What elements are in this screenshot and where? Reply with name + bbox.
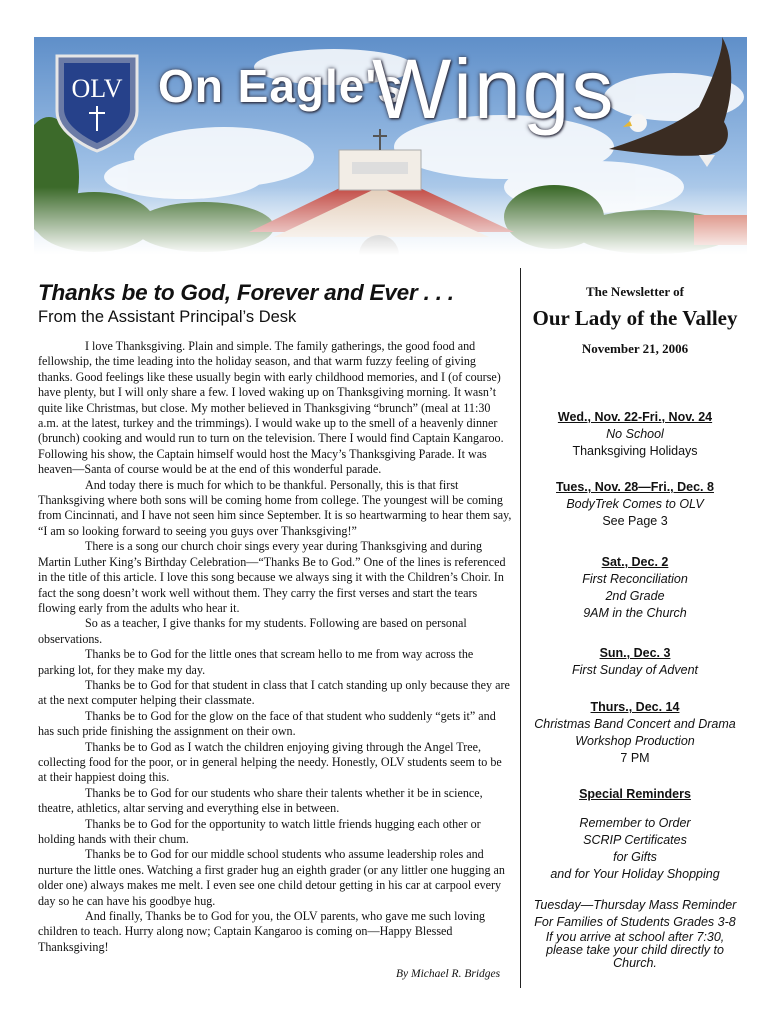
- article-paragraph: Thanks be to God for the glow on the face of that student who suddenly “gets it” and has such pride finishing the assignment on their own.: [38, 708, 496, 739]
- event-detail: 2nd Grade: [605, 589, 665, 603]
- reminder-line: Church.: [613, 956, 657, 970]
- reminder-line: If you arrive at school after 7:30,: [545, 930, 725, 944]
- scrip-reminder: [524, 815, 746, 883]
- newsletter-name: Our Lady of the Valley: [532, 306, 738, 330]
- event-detail: First Reconciliation: [582, 572, 688, 586]
- event-detail: BodyTrek Comes to OLV: [566, 497, 704, 511]
- article-paragraph: There is a song our church choir sings every year during Thanksgiving and during Martin Luther King’s Birthday Celebration—“Thanks Be to God.” One of the lines is referenced in the title of this article. I love this song because we always sing it with the Children’s Choir. In fact the song doesn’t work well without them. They carry the first verses and start the tears flowing early from the adults who hear it.: [38, 539, 506, 615]
- mass-reminder: [524, 897, 746, 970]
- article-paragraph: Thanks be to God for our middle school students who assume leadership roles and nurture the little ones. Watching a first grader hug an eighth grader (or any littler one hugging an older one) always makes me melt. I even see one child detour getting in his car at carpool every day so he can have his goodbye hug.: [38, 847, 505, 908]
- event-item: [524, 645, 746, 679]
- masthead-title-part2: Wings: [372, 42, 616, 136]
- article-paragraph: Thanks be to God for the opportunity to watch little friends hugging each other or holding hands with their chum.: [38, 816, 481, 846]
- reminder-line: SCRIP Certificates: [583, 833, 687, 847]
- sidebar: [524, 284, 746, 970]
- article-title: Thanks be to God, Forever and Ever . . .: [38, 280, 454, 305]
- article-paragraph: Thanks be to God for that student in class that I catch standing up only because they are at the next computer helping their classmate.: [38, 677, 510, 708]
- event-date: Thurs., Dec. 14: [590, 700, 680, 714]
- event-detail: Christmas Band Concert and Drama: [534, 717, 736, 731]
- article-paragraph: I love Thanksgiving. Plain and simple. The family gatherings, the good food and fellowship, the time leading into the holiday season, and that warm fuzzy feeling of giving thanks. Good feelings like these usually begin with early childhood memories, and I (of course) have plenty, but I will only share a few. I loved waking up on Thanksgiving morning. It wasn’t quite like Christmas, but close. My mother believed in Thanksgiving “brunch” (meal at 11:30 a.m. at the latest, turkey and the trimmings). I would wake up to the smell of a heavenly dinner (brunch) cooking and would run to turn on the television. There I would find Captain Kangaroo. Following his show, the Captain himself would host the Macy’s Thanksgiving Parade. It was heaven—Santa of course would be at the end of this wonderful parade.: [38, 339, 504, 477]
- reminder-line: Remember to Order: [579, 816, 691, 830]
- masthead-title-part1: On Eagle's: [158, 60, 404, 112]
- event-item: [524, 699, 746, 767]
- event-item: [524, 409, 746, 460]
- event-date: Wed., Nov. 22-Fri., Nov. 24: [557, 410, 713, 424]
- event-date: Sat., Dec. 2: [601, 555, 669, 569]
- event-detail: 9AM in the Church: [583, 606, 687, 620]
- event-item: [524, 554, 746, 622]
- special-reminders: [524, 786, 746, 970]
- logo-text: OLV: [71, 74, 123, 103]
- article-paragraph: Thanks be to God as I watch the children enjoying giving through the Angel Tree, collecting food for the poor, or in general helping the needy. Honestly, OLV students seem to be at their happiest doing this.: [38, 739, 502, 785]
- article-paragraph: And today there is much for which to be thankful. Personally, this is that first Thanksgiving where both sons will be coming home from college. The youngest will be coming from Cincinnati, and I have not seen him since September. It is so heartwarming to hear them say, “I am so looking forward to seeing you guys over Thanksgiving!”: [38, 477, 512, 538]
- article: [38, 280, 512, 955]
- event-detail: First Sunday of Advent: [572, 663, 698, 677]
- article-paragraph: And finally, Thanks be to God for you, the OLV parents, who gave me such loving children to teach. Hurry along now; Captain Kangaroo is coming on—Happy Blessed Thanksgiving!: [38, 909, 486, 954]
- event-detail: 7 PM: [620, 751, 650, 765]
- article-paragraph: So as a teacher, I give thanks for my students. Following are based on personal observations.: [38, 616, 467, 646]
- reminder-line: For Families of Students Grades 3-8: [534, 915, 736, 929]
- reminder-line: for Gifts: [613, 850, 657, 864]
- article-subtitle: From the Assistant Principal’s Desk: [38, 308, 297, 326]
- article-byline: By Michael R. Bridges: [396, 968, 501, 980]
- event-item: [524, 479, 746, 530]
- event-date: Tues., Nov. 28—Fri., Dec. 8: [556, 480, 714, 494]
- column-divider: [520, 268, 521, 988]
- newsletter-intro: The Newsletter of: [586, 284, 684, 299]
- masthead-banner: [34, 37, 747, 255]
- article-body: [38, 339, 512, 955]
- article-paragraph: Thanks be to God for our students who share their talents whether it be in science, theatre, athletics, altar serving and everything else in between.: [38, 785, 483, 816]
- reminders-heading: Special Reminders: [579, 787, 691, 801]
- article-paragraph: Thanks be to God for the little ones that scream hello to me from way across the parking lot, for they make my day.: [38, 647, 474, 677]
- reminder-line: Tuesday—Thursday Mass Reminder: [533, 898, 737, 912]
- event-detail: Workshop Production: [575, 734, 695, 748]
- event-detail: Thanksgiving Holidays: [572, 444, 698, 458]
- reminder-line: please take your child directly to: [546, 943, 724, 957]
- event-date: Sun., Dec. 3: [599, 646, 671, 660]
- reminder-line: and for Your Holiday Shopping: [550, 867, 720, 881]
- event-detail: No School: [606, 427, 664, 441]
- newsletter-date: November 21, 2006: [581, 341, 689, 356]
- event-detail: See Page 3: [602, 514, 668, 528]
